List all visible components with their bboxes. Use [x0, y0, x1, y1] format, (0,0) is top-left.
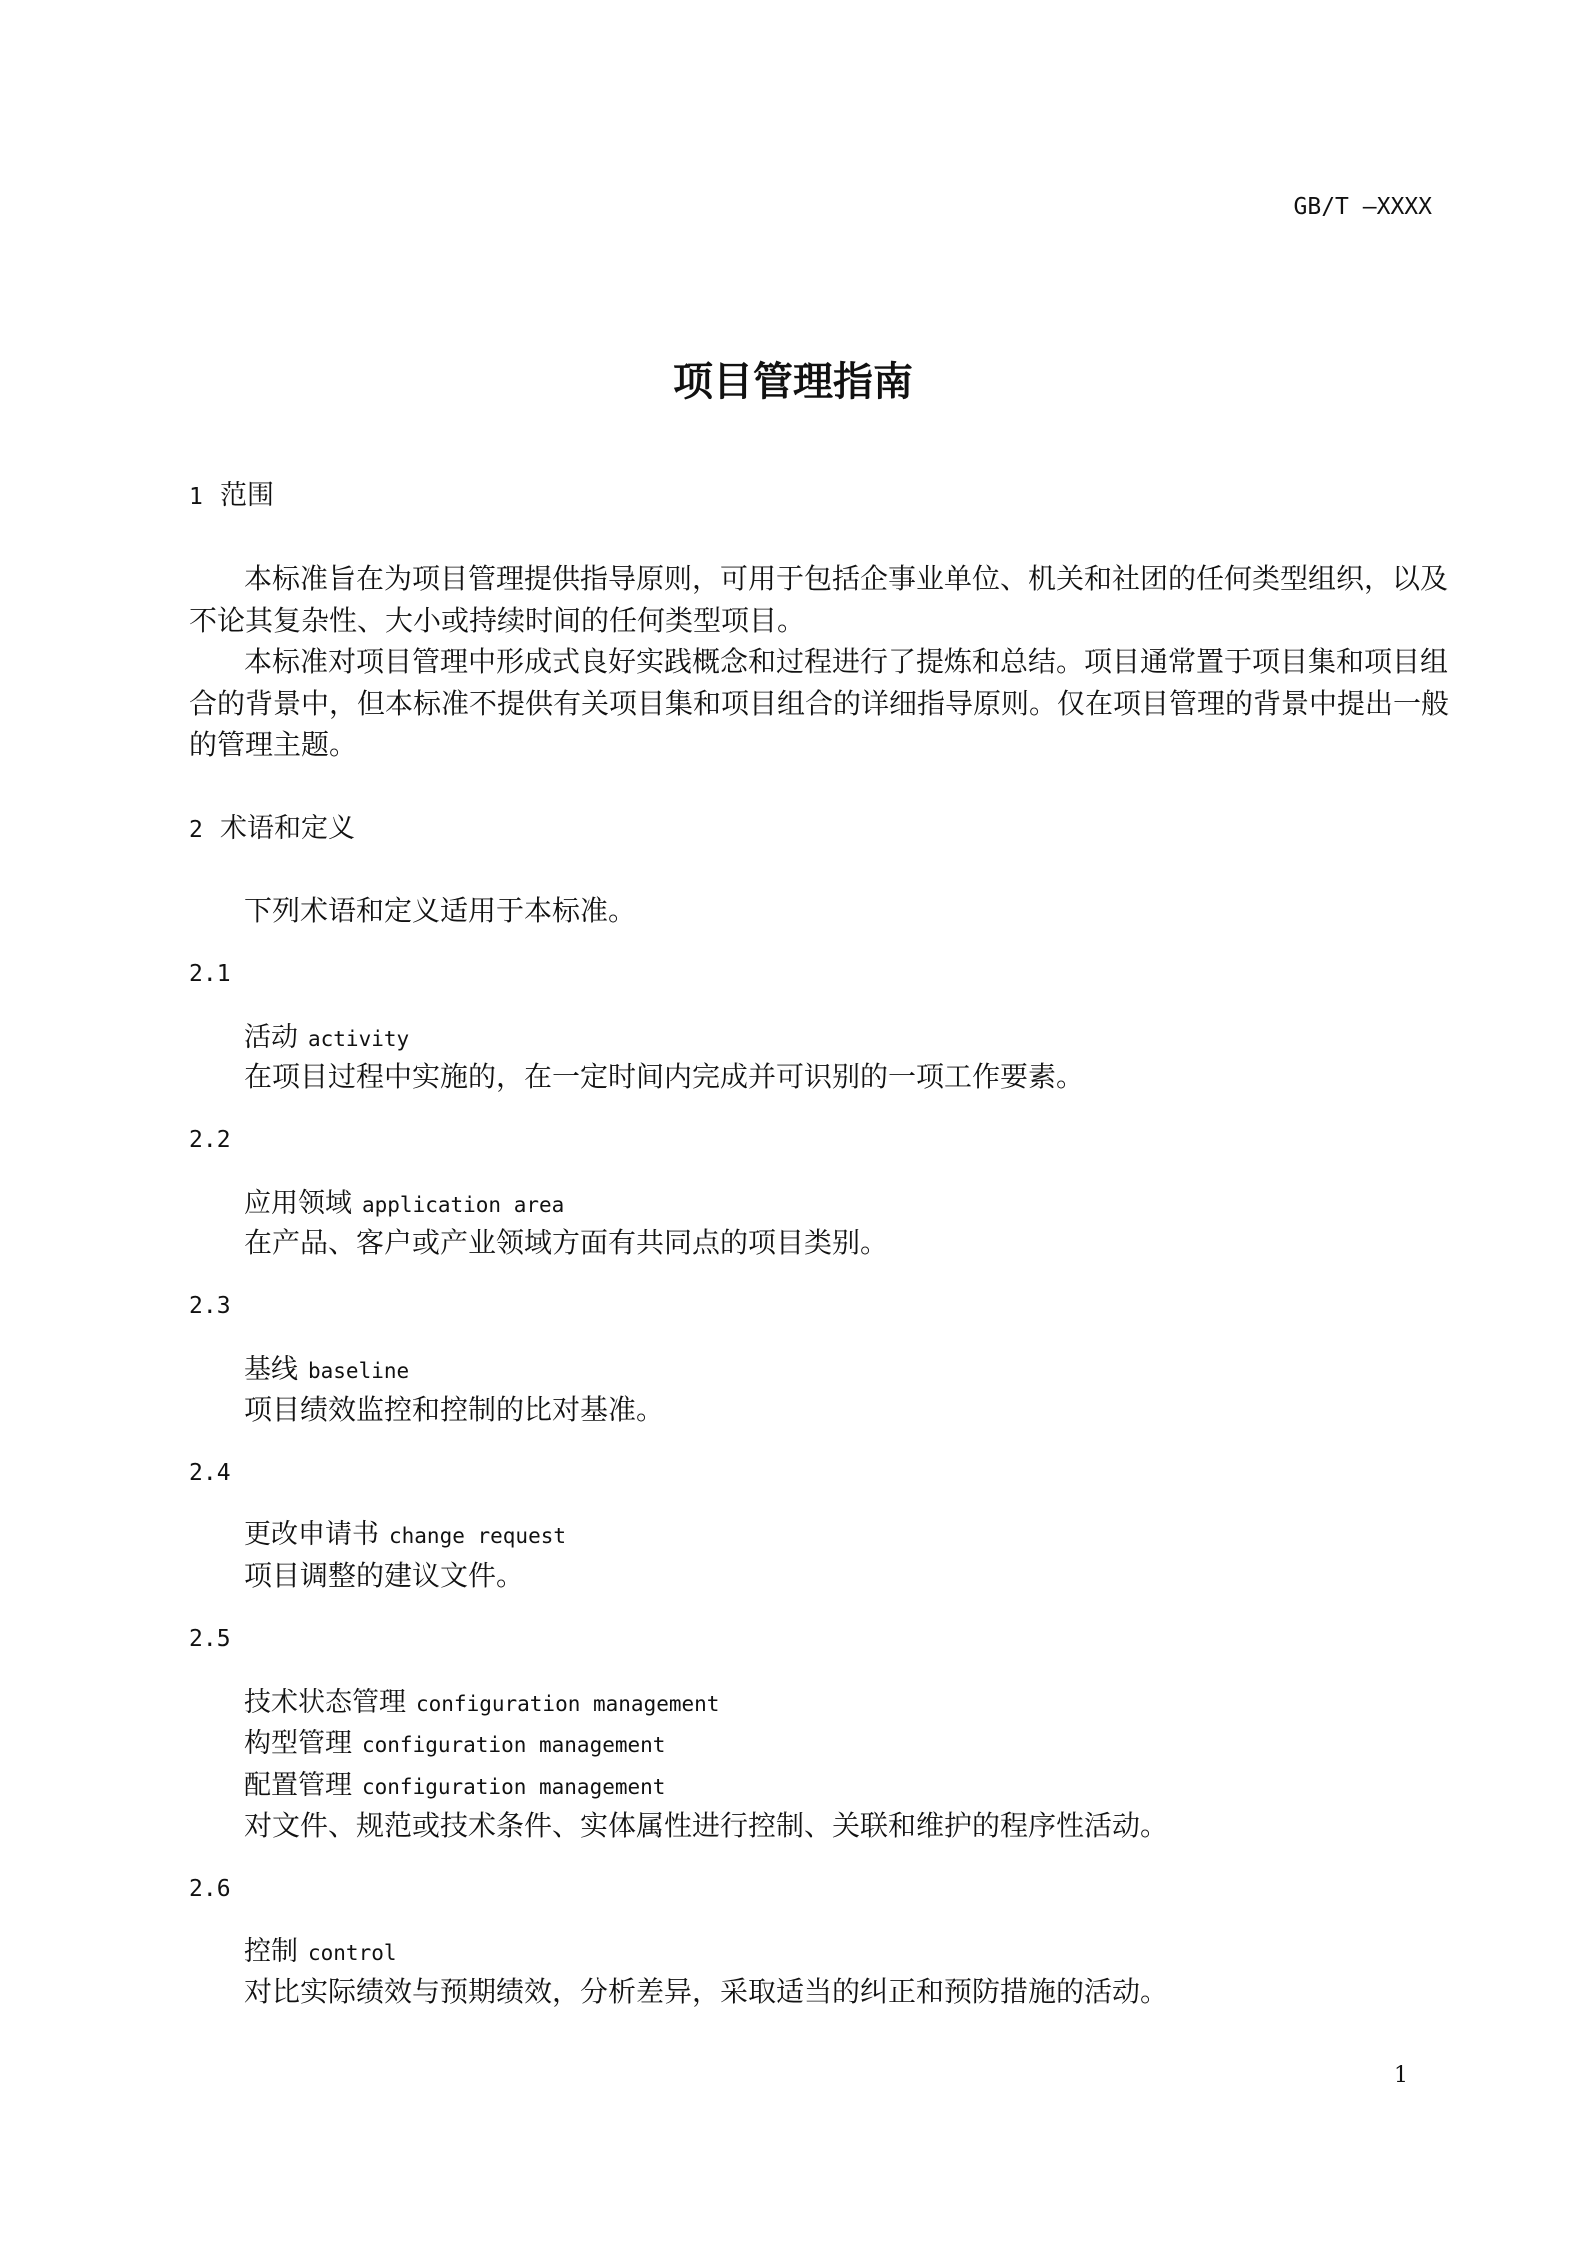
section-title: 范围 [220, 480, 275, 511]
term-cn: 应用领域 [244, 1188, 352, 1219]
term-name [244, 1017, 409, 1057]
term-en: activity [308, 1027, 410, 1051]
term-name [244, 1183, 564, 1223]
section-number: 1 [189, 484, 203, 510]
term-number: 2.4 [189, 1460, 231, 1486]
term-cn: 更改申请书 [244, 1519, 379, 1550]
term-number: 2.3 [189, 1293, 231, 1319]
term-definition: 项目绩效监控和控制的比对基准。 [244, 1393, 665, 1426]
term-cn: 基线 [244, 1354, 298, 1385]
paragraph-line: 本标准旨在为项目管理提供指导原则，可用于包括企事业单位、机关和社团的任何类型组织，以及 [244, 562, 1449, 595]
term-cn: 活动 [244, 1022, 298, 1053]
term-name [244, 1514, 566, 1554]
page-number: 1 [1394, 2063, 1408, 2088]
term-definition: 对比实际绩效与预期绩效，分析差异，采取适当的纠正和预防措施的活动。 [244, 1975, 1169, 2008]
term-cn: 配置管理 [244, 1770, 352, 1801]
term-name [244, 1931, 397, 1971]
section-number: 2 [189, 817, 203, 843]
section-2-heading [189, 809, 355, 849]
term-cn: 控制 [244, 1936, 298, 1967]
term-definition: 在项目过程中实施的，在一定时间内完成并可识别的一项工作要素。 [244, 1060, 1085, 1093]
term-en: configuration management [416, 1692, 720, 1716]
paragraph-line: 的管理主题。 [189, 728, 358, 761]
section-title: 术语和定义 [220, 813, 356, 844]
paragraph-line: 合的背景中，但本标准不提供有关项目集和项目组合的详细指导原则。仅在项目管理的背景中提出一般 [189, 687, 1450, 720]
term-en: change request [389, 1524, 567, 1548]
term-en: control [308, 1941, 397, 1965]
term-definition: 在产品、客户或产业领域方面有共同点的项目类别。 [244, 1226, 889, 1259]
term-cn: 技术状态管理 [244, 1687, 406, 1718]
page-title: 项目管理指南 [673, 359, 913, 405]
term-number: 2.1 [189, 961, 231, 987]
section-1-heading [189, 476, 274, 516]
term-en: configuration management [362, 1775, 666, 1799]
section-intro: 下列术语和定义适用于本标准。 [244, 894, 637, 927]
term-name [244, 1682, 719, 1722]
term-en: application area [362, 1193, 565, 1217]
term-definition: 对文件、规范或技术条件、实体属性进行控制、关联和维护的程序性活动。 [244, 1809, 1169, 1842]
term-name [244, 1765, 665, 1805]
term-en: baseline [308, 1359, 410, 1383]
paragraph-line: 不论其复杂性、大小或持续时间的任何类型项目。 [189, 604, 806, 637]
term-number: 2.2 [189, 1127, 231, 1153]
term-cn: 构型管理 [244, 1728, 352, 1759]
term-name [244, 1349, 409, 1389]
term-number: 2.6 [189, 1876, 231, 1902]
term-definition: 项目调整的建议文件。 [244, 1559, 525, 1592]
term-en: configuration management [362, 1733, 666, 1757]
term-name [244, 1723, 665, 1763]
paragraph-line: 本标准对项目管理中形成式良好实践概念和过程进行了提炼和总结。项目通常置于项目集和项目组 [244, 645, 1449, 678]
term-number: 2.5 [189, 1626, 231, 1652]
standard-code: GB/T —XXXX [1293, 194, 1432, 220]
